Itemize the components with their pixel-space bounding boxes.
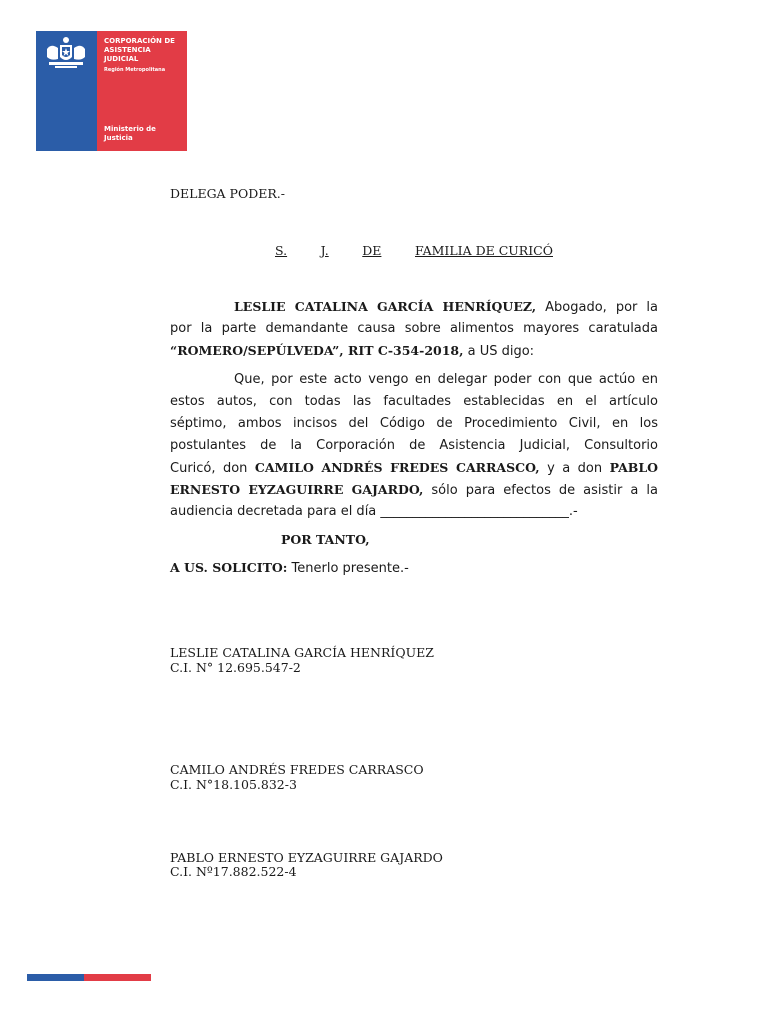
logo-region: Región Metropolitana bbox=[104, 67, 166, 73]
logo-blue-block bbox=[36, 31, 97, 151]
logo-org-line1: CORPORACIÓN DE bbox=[104, 37, 175, 45]
para2-line6-text: sólo para efectos de asistir a la bbox=[423, 483, 658, 498]
para2-line2: estos autos, con todas las facultades establecidas en el artículo bbox=[170, 394, 658, 409]
logo-ministry-line2: Justicia bbox=[104, 134, 133, 142]
footer-stripe-blue bbox=[27, 974, 84, 981]
signature-id: C.I. N°18.105.832-3 bbox=[170, 777, 297, 792]
court-heading bbox=[275, 243, 553, 258]
para1-line3-text: a US digo: bbox=[463, 344, 535, 359]
para1-line2: por la parte demandante causa sobre alimentos mayores caratulada bbox=[170, 321, 658, 336]
para2-line5 bbox=[170, 457, 658, 480]
para2-line6 bbox=[170, 479, 658, 502]
para2-line4: postulantes de la Corporación de Asistencia Judicial, Consultorio bbox=[170, 438, 658, 453]
court-word: FAMILIA DE CURICÓ bbox=[415, 243, 553, 258]
logo-ministry-line1: Ministerio de bbox=[104, 125, 156, 133]
signature-id: C.I. N° 12.695.547-2 bbox=[170, 660, 301, 675]
logo-ministry bbox=[104, 125, 184, 143]
signature-name: LESLIE CATALINA GARCÍA HENRÍQUEZ bbox=[170, 645, 434, 660]
court-word: J. bbox=[320, 243, 329, 258]
para1-line1-text: Abogado, por la bbox=[536, 300, 658, 315]
logo-org-line3: JUDICIAL bbox=[104, 55, 139, 63]
para2-line7: audiencia decretada para el día _____________________________.- bbox=[170, 504, 578, 519]
por-tanto: POR TANTO, bbox=[281, 532, 370, 547]
document-title: DELEGA PODER.- bbox=[170, 186, 285, 201]
signature-name: CAMILO ANDRÉS FREDES CARRASCO bbox=[170, 762, 424, 777]
signature-id: C.I. Nº17.882.522-4 bbox=[170, 864, 297, 879]
court-word: DE bbox=[362, 243, 382, 258]
request-line bbox=[170, 557, 409, 580]
request-text: Tenerlo presente.- bbox=[287, 561, 409, 576]
coat-of-arms-icon bbox=[41, 35, 91, 73]
para2-line3: séptimo, ambos incisos del Código de Procedimiento Civil, en los bbox=[170, 416, 658, 431]
delegate-name-2-part2: ERNESTO EYZAGUIRRE GAJARDO, bbox=[170, 482, 424, 497]
para2-line1: Que, por este acto vengo en delegar poder con que actúo en bbox=[234, 372, 658, 387]
request-label: A US. SOLICITO: bbox=[170, 560, 288, 575]
institution-logo bbox=[36, 31, 187, 151]
delegate-name-1: CAMILO ANDRÉS FREDES CARRASCO, bbox=[254, 460, 540, 475]
logo-org-line2: ASISTENCIA bbox=[104, 46, 151, 54]
logo-org-name bbox=[104, 37, 186, 64]
para2-line5-text-a: Curicó, don bbox=[170, 461, 255, 476]
delegate-name-2-part1: PABLO bbox=[609, 460, 659, 475]
lawyer-name: LESLIE CATALINA GARCÍA HENRÍQUEZ, bbox=[234, 299, 537, 314]
para2-line5-text-b: y a don bbox=[539, 461, 610, 476]
para1-line1 bbox=[234, 296, 658, 319]
case-caption: “ROMERO/SEPÚLVEDA”, RIT C-354-2018, bbox=[170, 343, 464, 358]
footer-stripe-red bbox=[84, 974, 151, 981]
signature-name: PABLO ERNESTO EYZAGUIRRE GAJARDO bbox=[170, 850, 443, 865]
court-word: S. bbox=[275, 243, 288, 258]
para1-line3 bbox=[170, 340, 534, 363]
